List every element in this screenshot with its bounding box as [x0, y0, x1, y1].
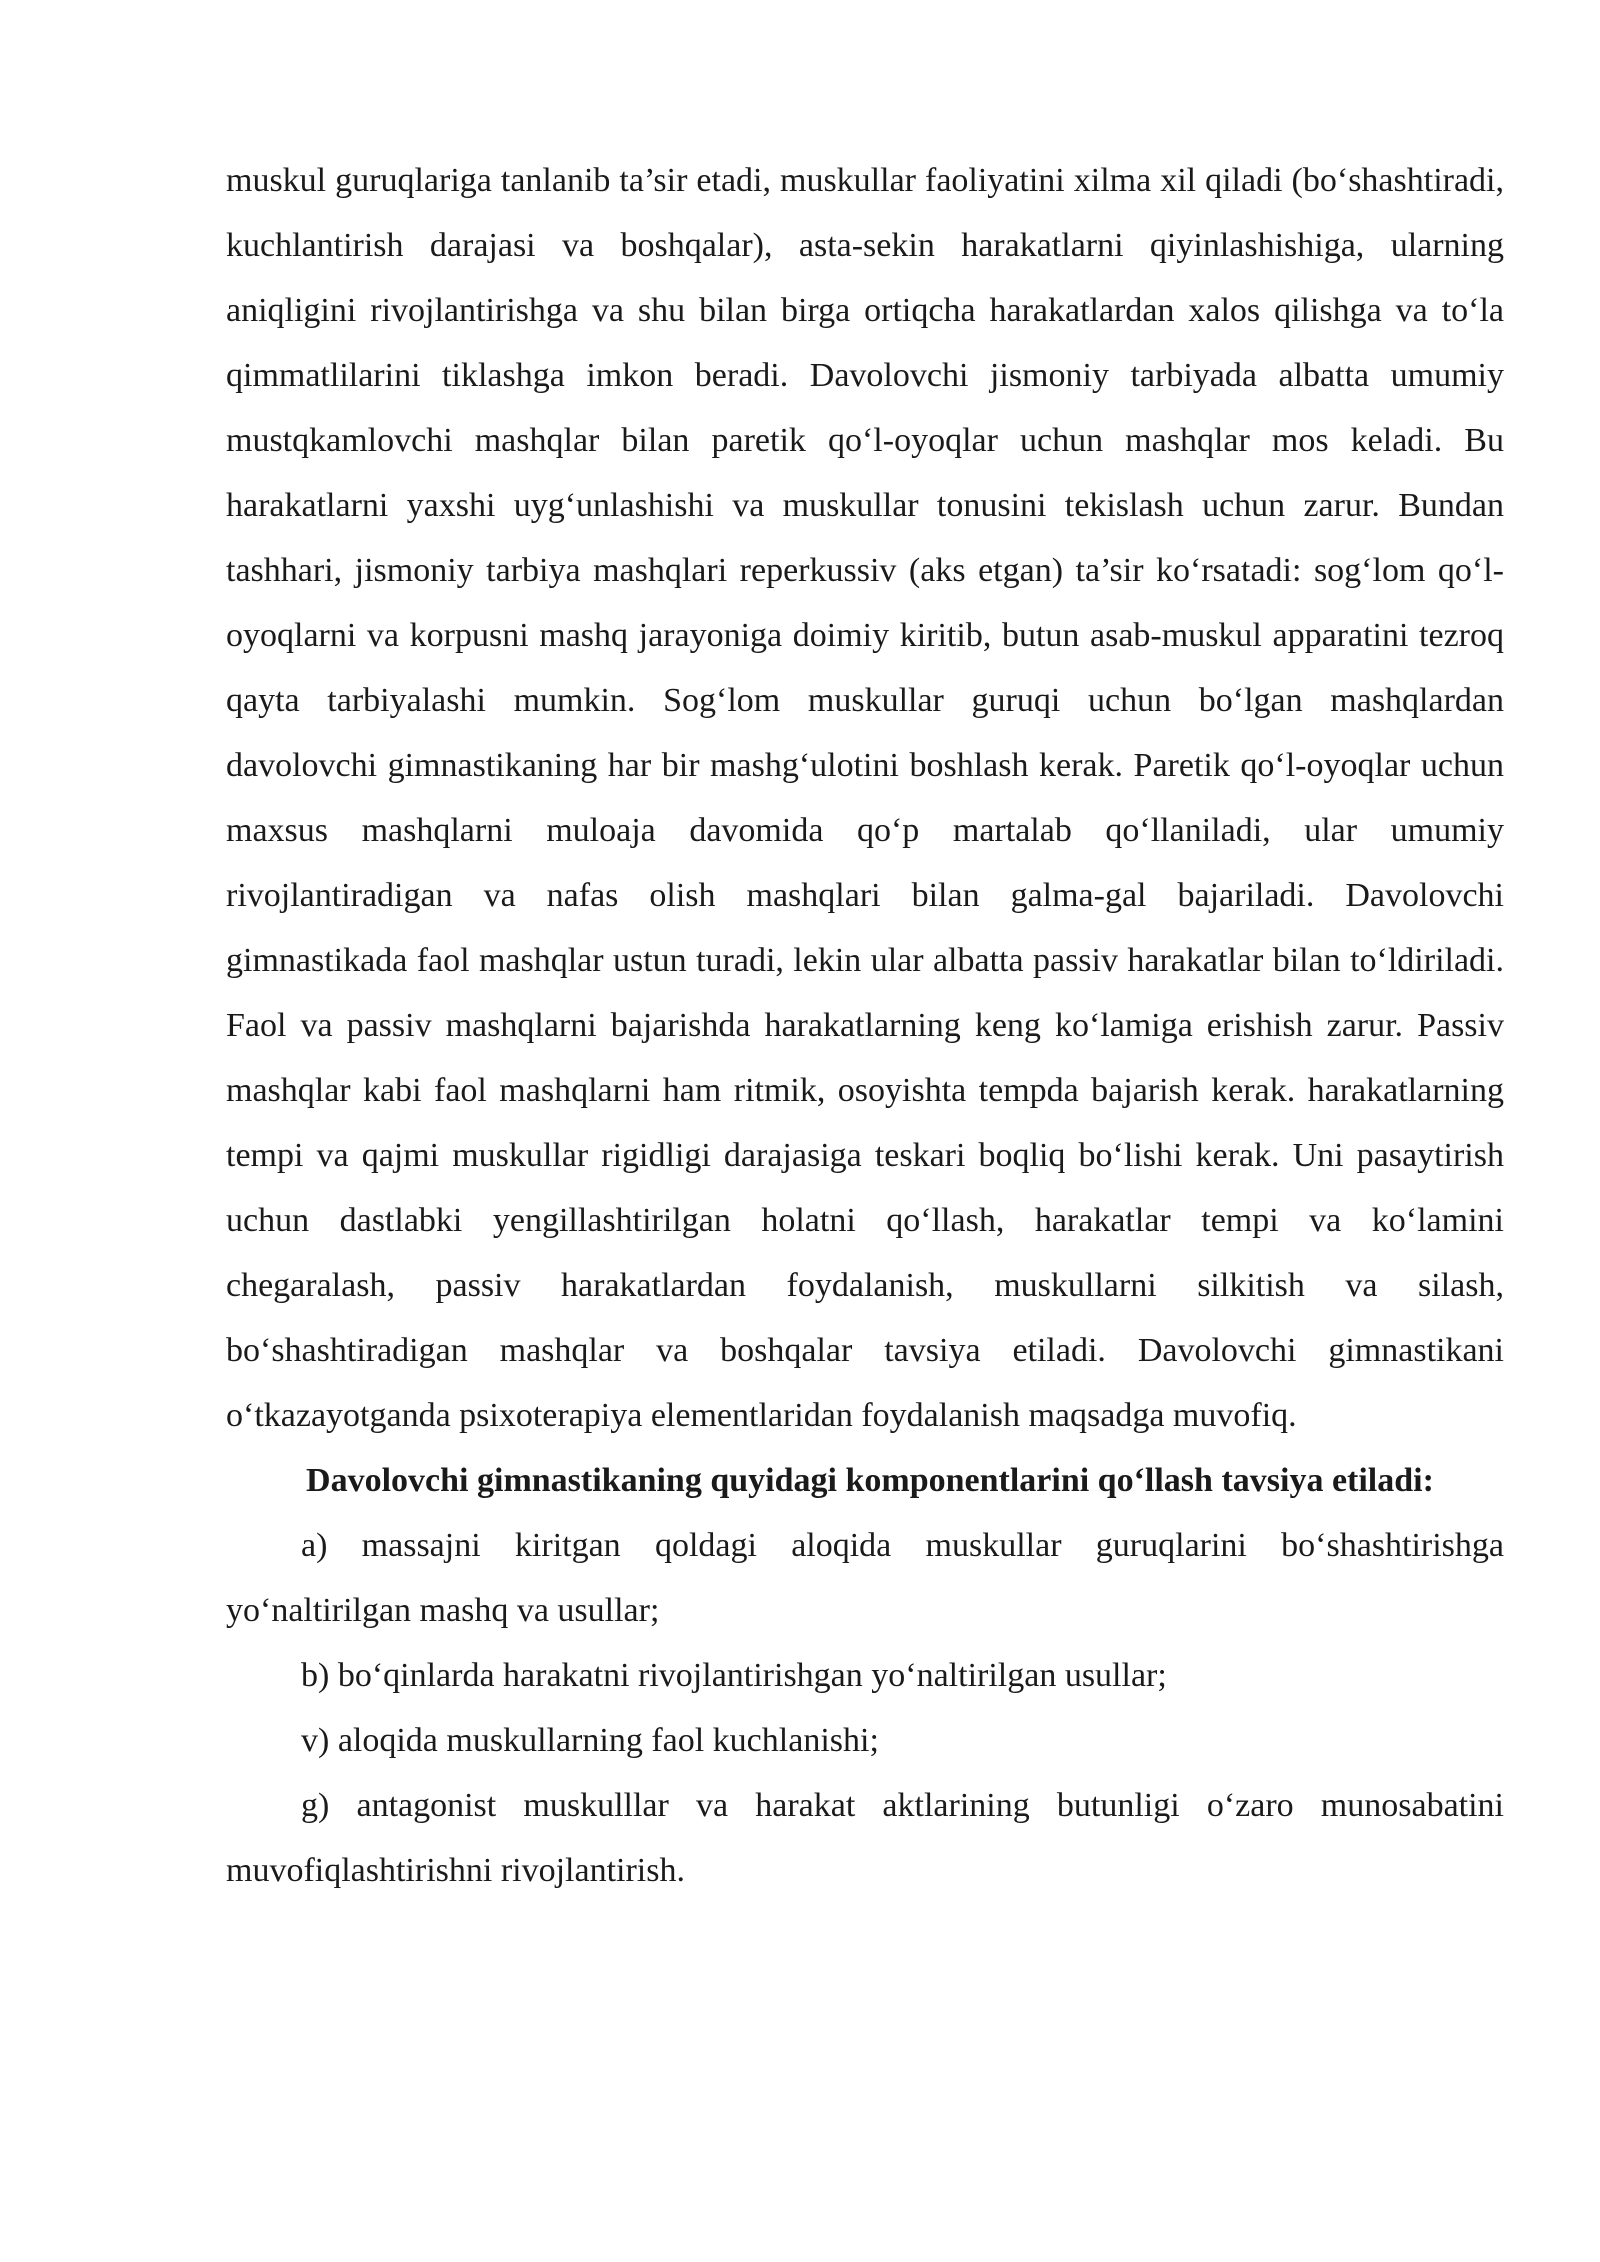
list-item-g: g) antagonist muskulllar va harakat aktlarining butunligi o‘zaro munosabatini muvofiqlashtirishni rivojlantirish. [226, 1787, 1504, 1889]
list-item-a: a) massajni kiritgan qoldagi aloqida muskullar guruqlarini bo‘shashtirishga yo‘naltirilgan mashq va usullar; [226, 1527, 1504, 1629]
body-paragraph: muskul guruqlariga tanlanib ta’sir etadi, muskullar faoliyatini xilma xil qiladi (bo‘shashtiradi, kuchlantirish darajasi va boshqalar), asta-sekin harakatlarni qiyinlashishiga, ularning aniqligini rivojlantirishga va shu bilan birga ortiqcha harakatlardan xalos qilishga va to‘la qimmatlilarini tiklashga imkon beradi. Davolovchi jismoniy tarbiyada albatta umumiy mustqkamlovchi mashqlar bilan paretik qo‘l-oyoqlar uchun mashqlar mos keladi. Bu harakatlarni yaxshi uyg‘unlashishi va muskullar tonusini tekislash uchun zarur. Bundan tashhari, jismoniy tarbiya mashqlari reperkussiv (aks etgan) ta’sir ko‘rsatadi: sog‘lom qo‘l-oyoqlarni va korpusni mashq jarayoniga doimiy kiritib, butun asab-muskul apparatini tezroq qayta tarbiyalashi mumkin. Sog‘lom muskullar guruqi uchun bo‘lgan mashqlardan davolovchi gimnastikaning har bir mashg‘ulotini boshlash kerak. Paretik qo‘l-oyoqlar uchun maxsus mashqlarni muloaja davomida qo‘p martalab qo‘llaniladi, ular umumiy rivojlantiradigan va nafas olish mashqlari bilan galma-gal bajariladi. Davolovchi gimnastikada faol mashqlar ustun turadi, lekin ular albatta passiv harakatlar bilan to‘ldiriladi. Faol va passiv mashqlarni bajarishda harakatlarning keng ko‘lamiga erishish zarur. Passiv mashqlar kabi faol mashqlarni ham ritmik, osoyishta tempda bajarish kerak. harakatlarning tempi va qajmi muskullar rigidligi darajasiga teskari boqliq bo‘lishi kerak. Uni pasaytirish uchun dastlabki yengillashtirilgan holatni qo‘llash, harakatlar tempi va ko‘lamini chegaralash, passiv harakatlardan foydalanish, muskullarni silkitish va silash, bo‘shashtiradigan mashqlar va boshqalar tavsiya etiladi. Davolovchi gimnastikani o‘tkazayotganda psixoterapiya elementlaridan foydalanish maqsadga muvofiq. [226, 162, 1504, 1434]
list-item-b: b) bo‘qinlarda harakatni rivojlantirishgan yo‘naltirilgan usullar; [301, 1657, 1167, 1694]
section-heading: Davolovchi gimnastikaning quyidagi komponentlarini qo‘llash tavsiya etiladi: [306, 1462, 1434, 1499]
list-item-v: v) aloqida muskullarning faol kuchlanishi; [301, 1722, 879, 1759]
